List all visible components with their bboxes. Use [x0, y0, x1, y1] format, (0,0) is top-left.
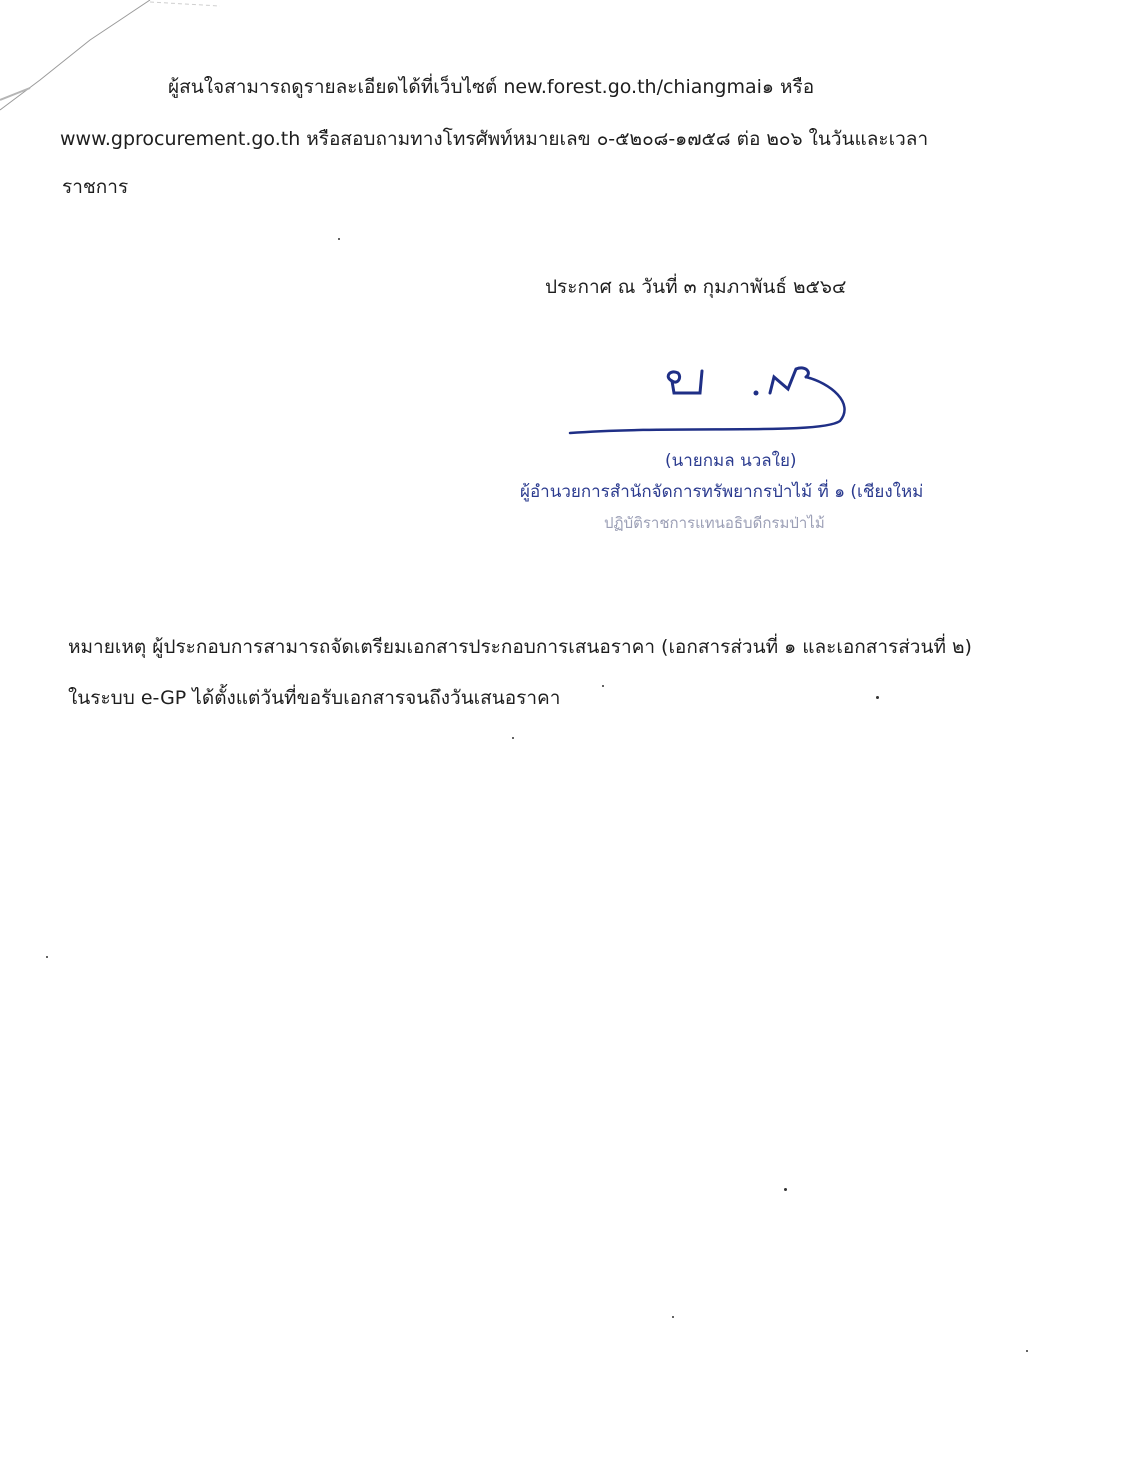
scan-speck	[1026, 1350, 1028, 1352]
scan-speck	[784, 1188, 787, 1191]
scan-fold-mark	[0, 0, 220, 120]
handwritten-signature	[560, 355, 860, 445]
signer-position: ผู้อำนวยการสำนักจัดการทรัพยากรป่าไม้ ที่ ๑ (เชียงใหม่	[520, 482, 924, 502]
signer-name: (นายกมล นวลใย)	[665, 451, 797, 471]
note-line-2: ในระบบ e-GP ได้ตั้งแต่วันที่ขอรับเอกสารจนถึงวันเสนอราคา	[68, 687, 561, 709]
scan-speck	[338, 238, 340, 240]
scan-speck	[876, 696, 879, 699]
scan-speck	[512, 737, 514, 739]
signer-acting-capacity: ปฏิบัติราชการแทนอธิบดีกรมป่าไม้	[604, 514, 825, 532]
scan-speck	[602, 685, 604, 687]
paragraph-line-2: www.gprocurement.go.th หรือสอบถามทางโทรศัพท์หมายเลข ๐-๕๒๐๘-๑๗๕๘ ต่อ ๒๐๖ ในวันและเวลา	[60, 128, 929, 150]
announcement-date: ประกาศ ณ วันที่ ๓ กุมภาพันธ์ ๒๕๖๔	[545, 276, 847, 298]
paragraph-line-1: ผู้สนใจสามารถดูรายละเอียดได้ที่เว็บไซต์ new.forest.go.th/chiangmai๑ หรือ	[168, 76, 815, 98]
note-line-1: หมายเหตุ ผู้ประกอบการสามารถจัดเตรียมเอกสารประกอบการเสนอราคา (เอกสารส่วนที่ ๑ และเอกสารส่วนที่ ๒)	[68, 636, 972, 658]
paragraph-line-3: ราชการ	[62, 176, 129, 198]
scan-speck	[46, 956, 48, 958]
scan-speck	[672, 1316, 674, 1318]
